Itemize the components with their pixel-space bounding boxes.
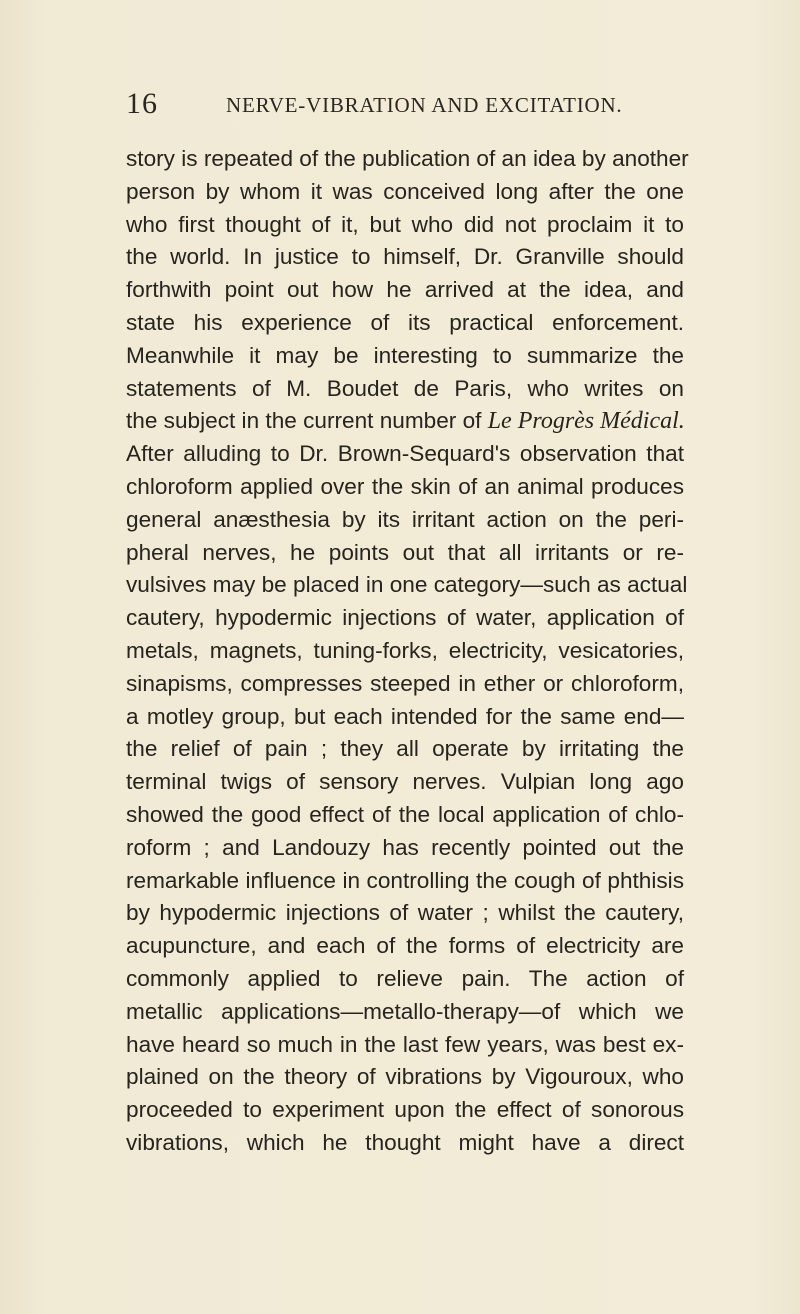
text-line: remarkable influence in controlling the cough of phthisis: [126, 867, 684, 893]
text-line: After alluding to Dr. Brown-Sequard's observation that: [126, 441, 684, 467]
page-header: [126, 86, 686, 122]
text-line: Meanwhile it may be interesting to summarize the: [126, 342, 684, 368]
text-line: statements of M. Boudet de Paris, who writes on: [126, 375, 684, 401]
page-number: 16: [126, 87, 158, 120]
body-text: [126, 143, 689, 1160]
text-line: a motley group, but each intended for the same end—: [126, 703, 684, 729]
text-line: general anæsthesia by its irritant action on the peri-: [126, 506, 684, 532]
text-line: sinapisms, compresses steeped in ether or chloroform,: [126, 670, 684, 696]
text-line: person by whom it was conceived long after the one: [126, 178, 684, 204]
text-line: the world. In justice to himself, Dr. Granville should: [126, 244, 684, 270]
journal-title: Le Progrès Médical.: [487, 408, 685, 435]
text-segment: the subject in the current number of: [126, 408, 488, 434]
text-line: proceeded to experiment upon the effect of sonorous: [126, 1097, 684, 1123]
text-line: vulsives may be placed in one category—such as actual: [126, 572, 688, 598]
text-line: state his experience of its practical enforcement.: [126, 309, 684, 335]
text-line: story is repeated of the publication of an idea by another: [126, 146, 689, 171]
text-line: metals, magnets, tuning-forks, electricity, vesicatories,: [126, 637, 684, 663]
text-line: roform ; and Landouzy has recently pointed out the: [126, 834, 684, 860]
text-line: pheral nerves, he points out that all irritants or re-: [126, 539, 684, 565]
text-line: metallic applications—metallo-therapy—of which we: [126, 998, 684, 1024]
text-line: [126, 405, 684, 438]
text-line: have heard so much in the last few years, was best ex-: [126, 1031, 684, 1057]
text-line: forthwith point out how he arrived at the idea, and: [126, 277, 684, 303]
text-line: terminal twigs of sensory nerves. Vulpian long ago: [126, 769, 684, 795]
running-title: NERVE-VIBRATION AND EXCITATION.: [226, 93, 623, 117]
text-line: acupuncture, and each of the forms of electricity are: [126, 933, 684, 959]
text-line: commonly applied to relieve pain. The action of: [126, 965, 684, 991]
text-line: by hypodermic injections of water ; whilst the cautery,: [126, 900, 684, 926]
text-line: who first thought of it, but who did not proclaim it to: [126, 211, 684, 237]
text-line: chloroform applied over the skin of an animal produces: [126, 473, 684, 499]
text-line: vibrations, which he thought might have a direct: [126, 1129, 684, 1155]
text-line: plained on the theory of vibrations by Vigouroux, who: [126, 1064, 684, 1090]
text-line: cautery, hypodermic injections of water, application of: [126, 605, 684, 631]
text-line: showed the good effect of the local application of chlo-: [126, 801, 684, 827]
text-line: the relief of pain ; they all operate by irritating the: [126, 736, 684, 762]
